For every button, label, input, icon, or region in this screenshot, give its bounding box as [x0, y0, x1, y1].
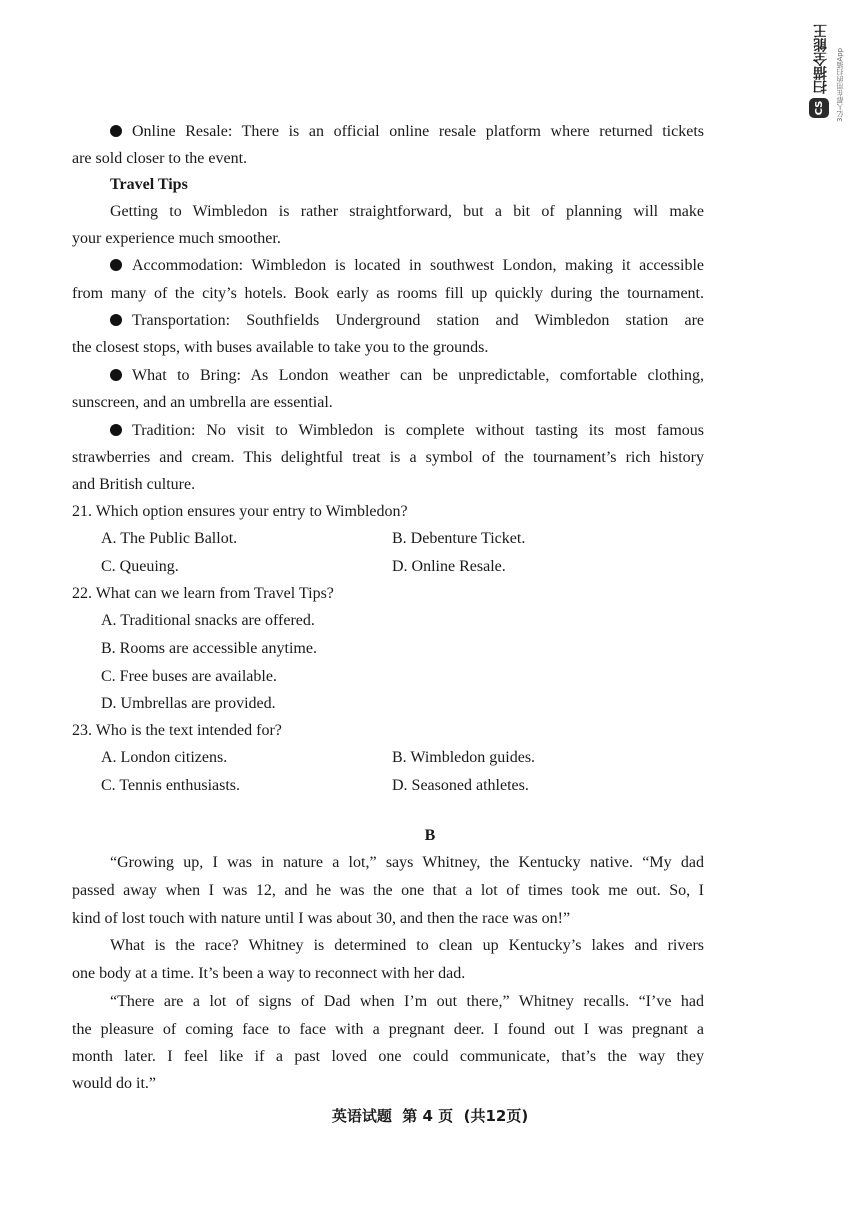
- passage-b-p3-line-2: the pleasure of coming face to face with a pregnant deer. I found out I was pregnant a: [72, 1021, 704, 1038]
- bullet-accommodation-line-2: from many of the city’s hotels. Book early as rooms fill up quickly during the tournament.: [72, 285, 704, 302]
- question-22-option-a[interactable]: A. Traditional snacks are offered.: [101, 612, 315, 629]
- bullet-icon: [110, 314, 122, 326]
- passage-b-p3-line-4: would do it.”: [72, 1075, 156, 1092]
- question-21-option-b[interactable]: B. Debenture Ticket.: [392, 530, 526, 547]
- bullet-what-to-bring-line-2: sunscreen, and an umbrella are essential.: [72, 394, 333, 411]
- question-23-stem: 23. Who is the text intended for?: [72, 722, 282, 739]
- passage-b-p2-line-2: one body at a time. It’s been a way to reconnect with her dad.: [72, 965, 466, 982]
- watermark-title: 扫描全能王: [813, 24, 829, 94]
- bullet-online-resale-line-1: Online Resale: There is an official online resale platform where returned tickets: [110, 122, 704, 142]
- bullet-accommodation-line-1: Accommodation: Wimbledon is located in southwest London, making it accessible: [110, 256, 704, 276]
- bullet-transportation-line-1: Transportation: Southfields Underground station and Wimbledon station are: [110, 311, 704, 331]
- camscanner-logo-icon: CS: [809, 98, 829, 118]
- bullet-icon: [110, 369, 122, 381]
- bullet-transportation-line-2: the closest stops, with buses available to take you to the grounds.: [72, 339, 489, 356]
- question-23-option-c[interactable]: C. Tennis enthusiasts.: [101, 777, 241, 794]
- passage-b-p2-line-1: What is the race? Whitney is determined to clean up Kentucky’s lakes and rivers: [110, 937, 704, 954]
- page-footer: 英语试题 第 4 页 (共12页): [331, 1107, 529, 1125]
- question-21-option-a[interactable]: A. The Public Ballot.: [101, 530, 238, 547]
- travel-intro-line-2: your experience much smoother.: [72, 230, 281, 247]
- bullet-icon: [110, 125, 122, 137]
- question-23-option-a[interactable]: A. London citizens.: [101, 749, 228, 766]
- bullet-tradition-line-1: Tradition: No visit to Wimbledon is complete without tasting its most famous: [110, 421, 704, 441]
- question-21-option-c[interactable]: C. Queuing.: [101, 558, 179, 575]
- bullet-tradition-line-2: strawberries and cream. This delightful treat is a symbol of the tournament’s rich history: [72, 449, 704, 466]
- bullet-tradition-line-3: and British culture.: [72, 476, 196, 493]
- camscanner-watermark: [809, 12, 844, 122]
- bullet-online-resale-line-2: are sold closer to the event.: [72, 150, 248, 167]
- question-21-option-d[interactable]: D. Online Resale.: [392, 558, 506, 575]
- passage-b-p1-line-3: kind of lost touch with nature until I was about 30, and then the race was on!”: [72, 910, 571, 927]
- bullet-icon: [110, 424, 122, 436]
- passage-b-p1-line-1: “Growing up, I was in nature a lot,” says Whitney, the Kentucky native. “My dad: [110, 854, 704, 871]
- question-22-option-b[interactable]: B. Rooms are accessible anytime.: [101, 640, 317, 657]
- travel-intro-line-1: Getting to Wimbledon is rather straightforward, but a bit of planning will make: [110, 203, 704, 220]
- question-23-option-d[interactable]: D. Seasoned athletes.: [392, 777, 529, 794]
- passage-b-heading: B: [424, 827, 436, 844]
- bullet-icon: [110, 259, 122, 271]
- travel-tips-heading: Travel Tips: [110, 176, 188, 193]
- question-22-option-c[interactable]: C. Free buses are available.: [101, 668, 277, 685]
- passage-b-p1-line-2: passed away when I was 12, and he was the one that a lot of times took me out. So, I: [72, 882, 704, 899]
- watermark-subtitle: 3亿人都在用的扫描App: [836, 47, 844, 122]
- question-21-stem: 21. Which option ensures your entry to Wimbledon?: [72, 503, 408, 520]
- passage-b-p3-line-3: month later. I feel like if a past loved one could communicate, that’s the way they: [72, 1048, 704, 1065]
- question-22-stem: 22. What can we learn from Travel Tips?: [72, 585, 334, 602]
- question-23-option-b[interactable]: B. Wimbledon guides.: [392, 749, 536, 766]
- question-22-option-d[interactable]: D. Umbrellas are provided.: [101, 695, 276, 712]
- bullet-what-to-bring-line-1: What to Bring: As London weather can be unpredictable, comfortable clothing,: [110, 366, 704, 386]
- passage-b-p3-line-1: “There are a lot of signs of Dad when I’m out there,” Whitney recalls. “I’ve had: [110, 993, 704, 1010]
